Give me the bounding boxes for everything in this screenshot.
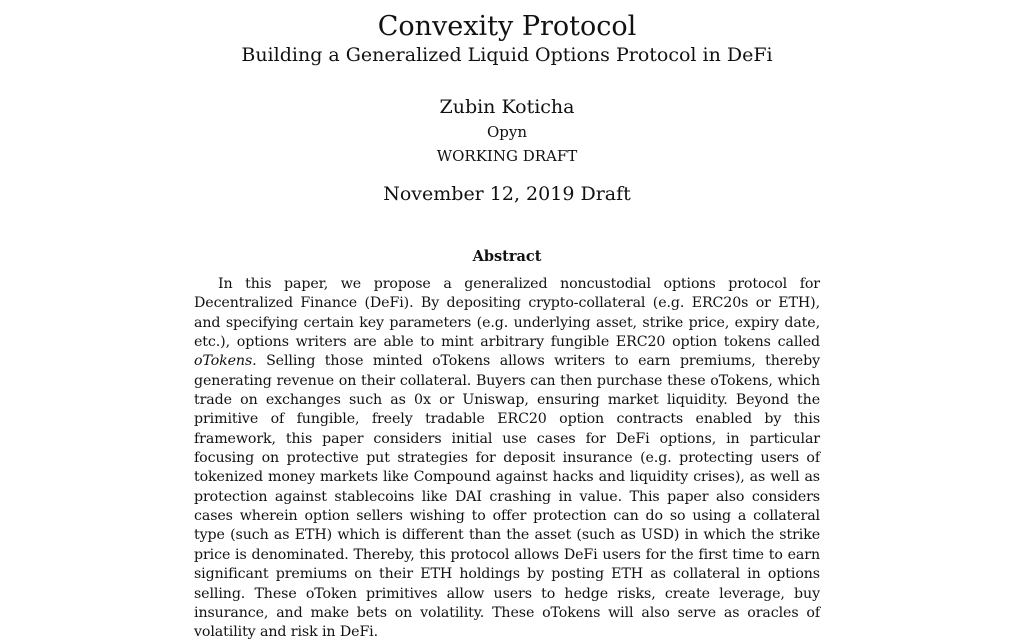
draft-status: WORKING DRAFT [436,147,578,165]
abstract-italic-term: oTokens [194,353,253,370]
abstract-text-part-1: In this paper, we propose a generalized noncustodial options protocol for Decentralized Finance (DeFi). By depositing crypto-collateral (e.g. ERC20s or ETH), and specifying certain key parameters (e.g. underlying asset, strike price, expiry date, etc.), options writers are able to mint arbitrary fungible ERC20 option tokens called [194,276,820,351]
abstract-body [194,275,820,643]
author-name: Zubin Koticha [439,96,575,118]
abstract-heading: Abstract [472,248,542,265]
paper-title: Convexity Protocol [377,11,637,42]
abstract-text-part-2: . Selling those minted oTokens allows writers to earn premiums, thereby generating revenue on their collateral. Buyers can then purchase these oTokens, which trade on exchanges such as 0x or Uniswap, ensuring market liquidity. Beyond the primitive of fungible, freely tradable ERC20 option contracts enabled by this framework, this paper considers initial use cases for DeFi options, in particular focusing on protective put strategies for deposit insurance (e.g. protecting users of tokenized money markets like Compound against hacks and liquidity crises), as well as protection against stablecoins like DAI crashing in value. This paper also considers cases wherein option sellers wishing to offer protection can do so using a collateral type (such as ETH) which is different than the asset (such as USD) in which the strike price is denominated. Thereby, this protocol allows DeFi users for the first time to earn significant premiums on their ETH holdings by posting ETH as collateral in options selling. These oToken primitives allow users to hedge risks, create leverage, buy insurance, and make bets on volatility. These oTokens will also serve as oracles of volatility and risk in DeFi. [194,353,820,641]
paper-subtitle: Building a Generalized Liquid Options Protocol in DeFi [241,44,773,66]
paper-date: November 12, 2019 Draft [383,183,631,205]
author-affiliation: Opyn [486,123,528,141]
